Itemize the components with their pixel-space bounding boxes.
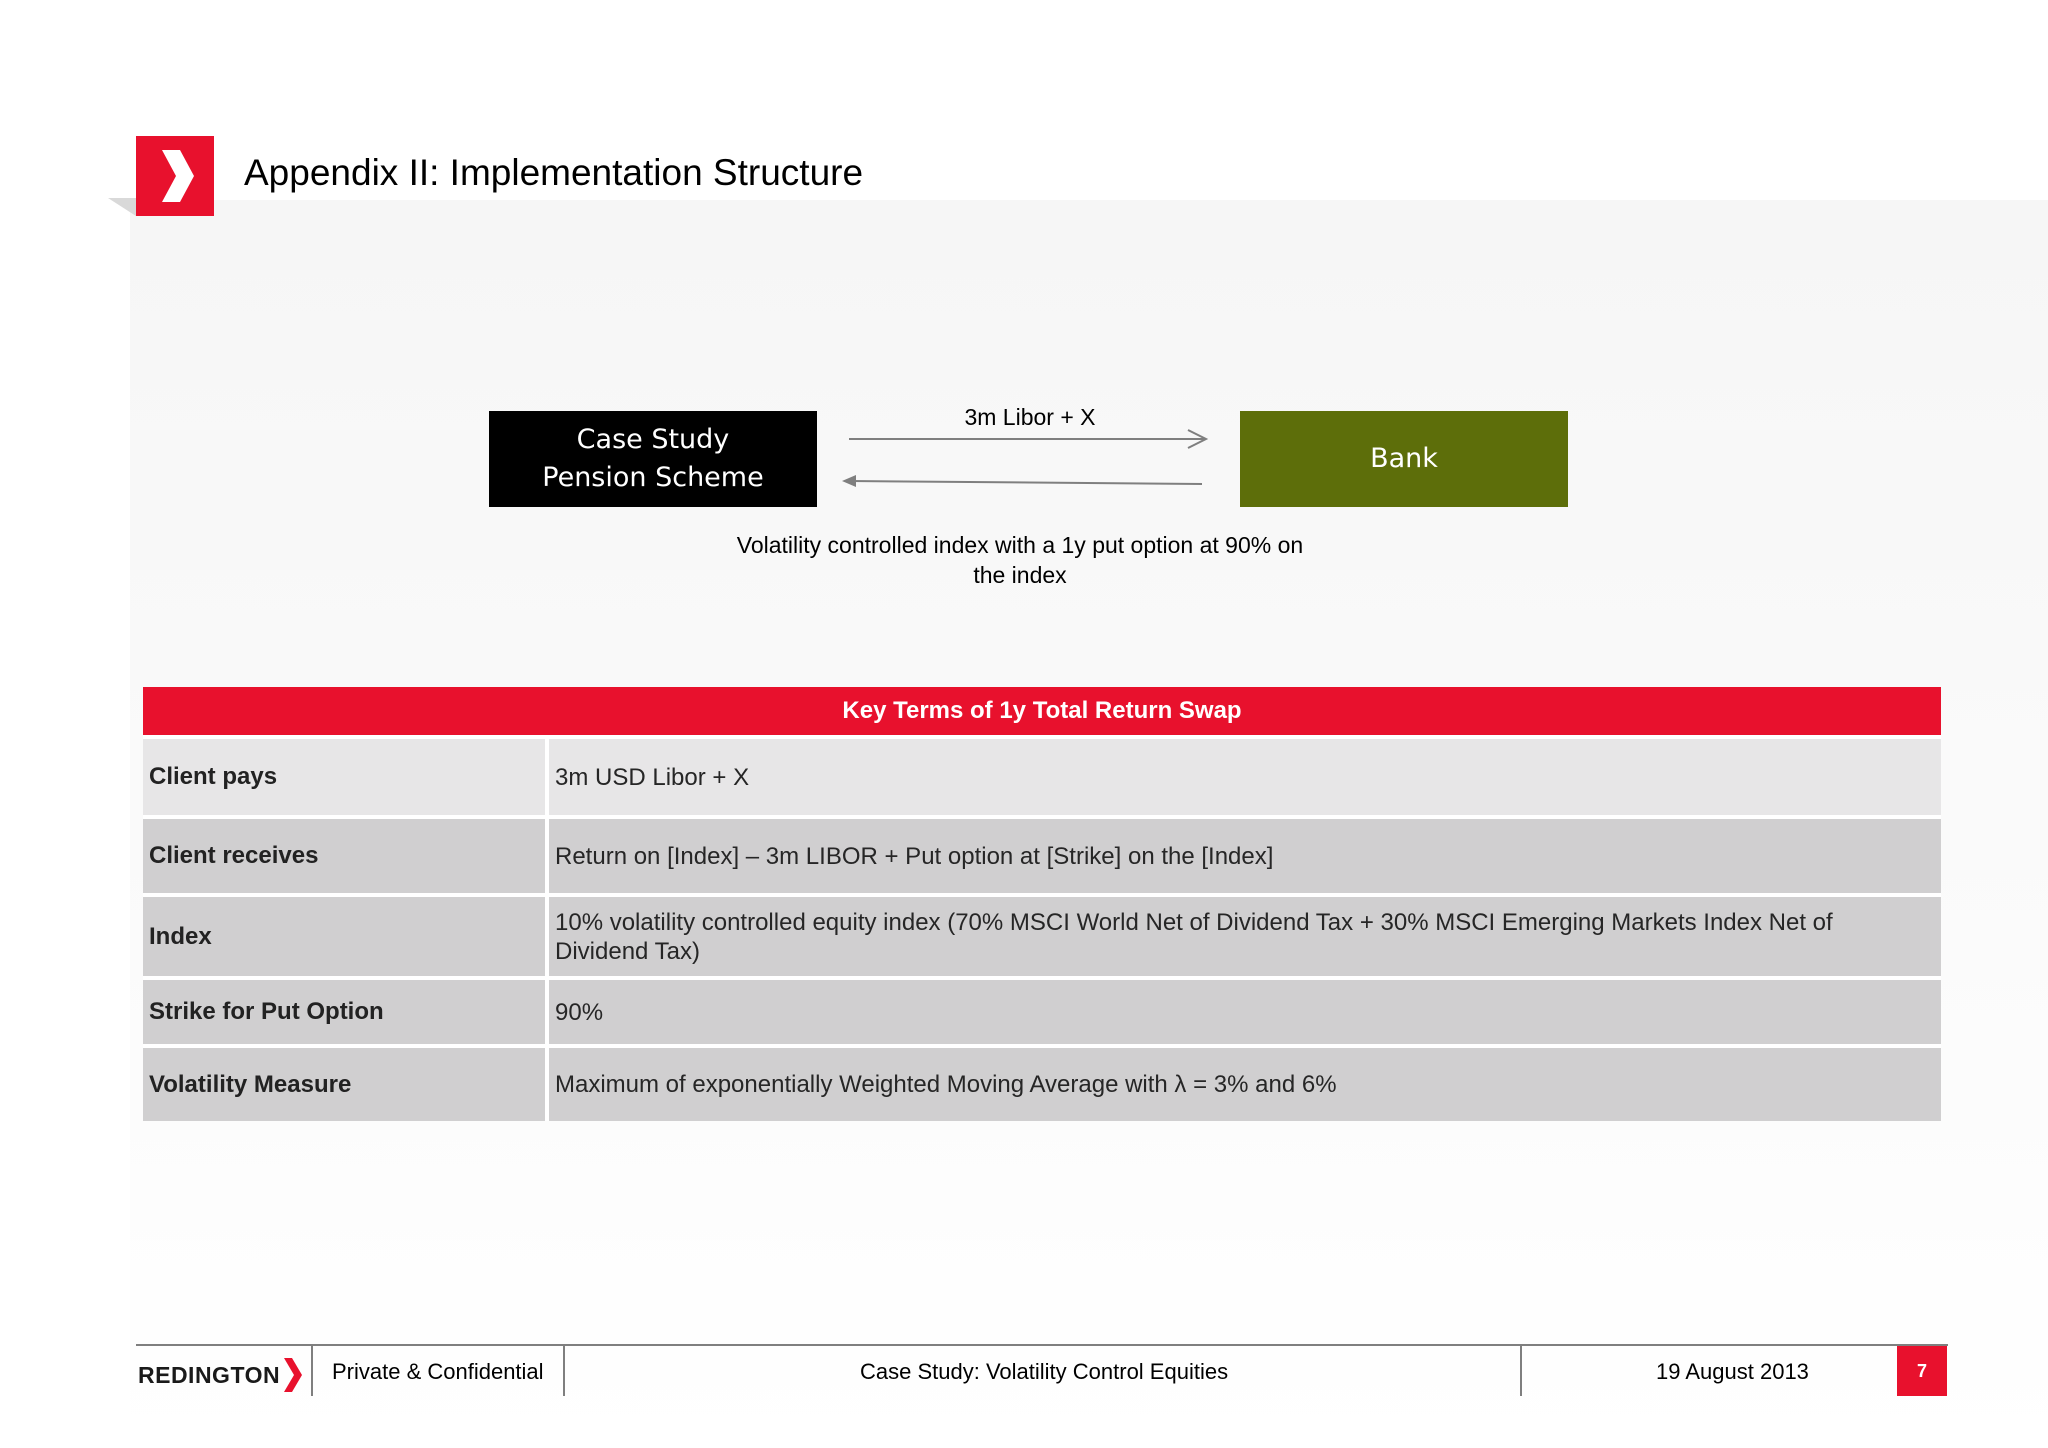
page-title: Appendix II: Implementation Structure xyxy=(244,152,864,193)
logo-wordmark: REDINGTON xyxy=(138,1361,281,1388)
term-key: Strike for Put Option xyxy=(143,976,549,1044)
logo-chevron-icon xyxy=(282,1358,302,1392)
page-number: 7 xyxy=(1897,1346,1947,1396)
arrow-to-client-head xyxy=(842,475,856,487)
footer-logo xyxy=(138,1358,302,1392)
term-key: Client receives xyxy=(143,815,549,893)
bank-label: Bank xyxy=(1370,443,1438,474)
term-value: Maximum of exponentially Weighted Moving Average with λ = 3% and 6% xyxy=(549,1044,1941,1121)
term-key: Client pays xyxy=(143,735,549,815)
footer-confidential: Private & Confidential xyxy=(332,1359,544,1384)
term-value: 3m USD Libor + X xyxy=(549,735,1941,815)
table-row xyxy=(143,976,1941,1044)
arrow-to-client xyxy=(850,481,1202,484)
footer-date: 19 August 2013 xyxy=(1656,1359,1809,1384)
table-row xyxy=(143,735,1941,815)
footer-rule xyxy=(136,1344,1948,1346)
term-value: 90% xyxy=(549,976,1941,1044)
table-header: Key Terms of 1y Total Return Swap xyxy=(143,687,1941,735)
footer-divider xyxy=(563,1346,565,1396)
client-box-line: Pension Scheme xyxy=(542,462,764,493)
key-terms-table xyxy=(143,687,1941,1121)
client-box-line: Case Study xyxy=(576,424,730,455)
table-row xyxy=(143,893,1941,976)
top-arrow-label: 3m Libor + X xyxy=(964,404,1096,430)
term-key: Index xyxy=(143,893,549,976)
bottom-arrow-label: Volatility controlled index with a 1y put option at 90% on the index xyxy=(736,532,1304,588)
table-row xyxy=(143,815,1941,893)
footer-document-title: Case Study: Volatility Control Equities xyxy=(860,1359,1229,1384)
term-key: Volatility Measure xyxy=(143,1044,549,1121)
footer-divider xyxy=(1520,1346,1522,1396)
term-value: Return on [Index] – 3m LIBOR + Put option at [Strike] on the [Index] xyxy=(549,815,1941,893)
term-value: 10% volatility controlled equity index (70% MSCI World Net of Dividend Tax + 30% MSCI Emerging Markets Index Net of Dividend Tax) xyxy=(549,893,1941,976)
footer-divider xyxy=(311,1346,313,1396)
table-row xyxy=(143,1044,1941,1121)
